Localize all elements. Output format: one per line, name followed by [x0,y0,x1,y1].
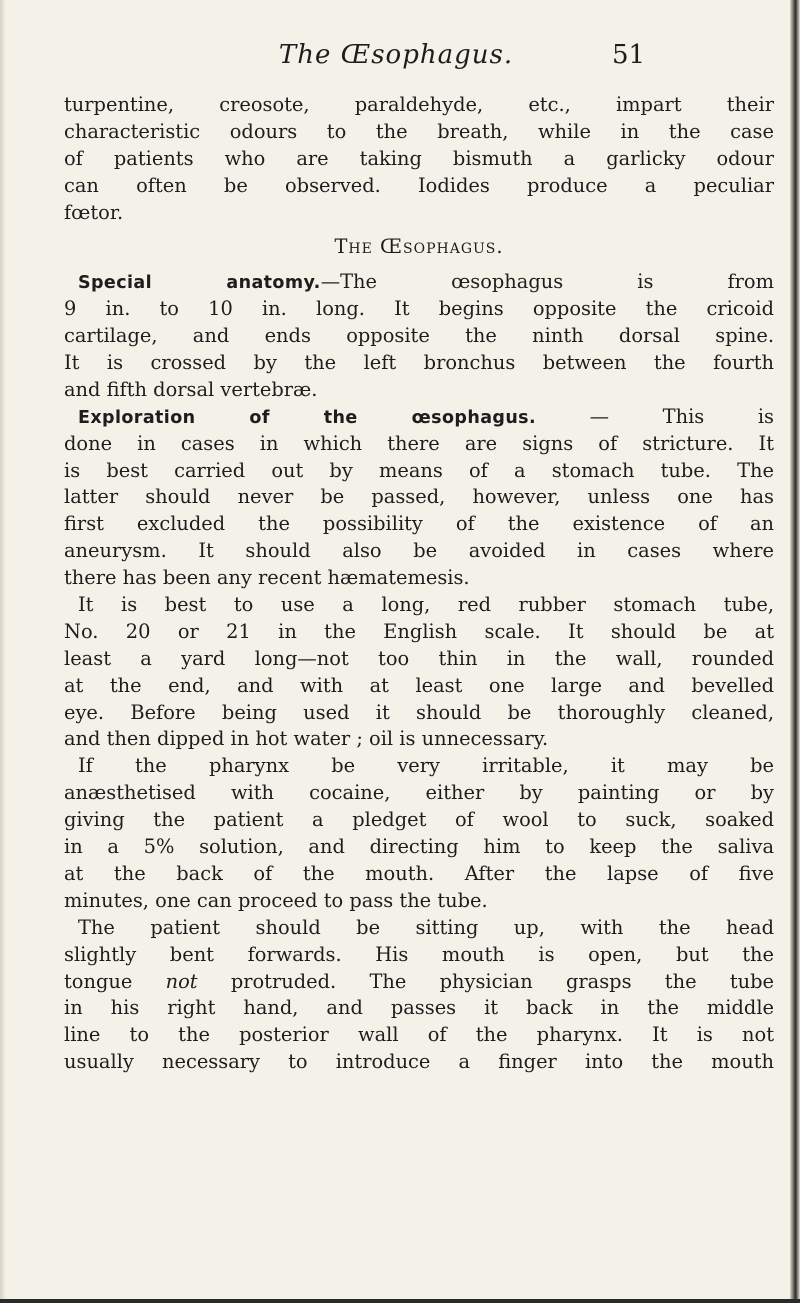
text-line [64,269,774,296]
text-line [64,404,774,431]
text-line: fœtor. [64,200,124,224]
text-line: done in cases in which there are signs of stricture. It [64,431,774,455]
text-line: least a yard long—not too thin in the wall, rounded [64,646,774,670]
text-line: at the end, and with at least one large and bevelled [64,673,774,697]
text-line: first excluded the possibility of the existence of an [64,512,774,536]
text-line: slightly bent forwards. His mouth is open, but the [64,942,774,966]
text-line: The patient should be sitting up, with the head [78,915,774,939]
text-line: usually necessary to introduce a finger into the mouth [64,1050,774,1074]
text-line: in a 5% solution, and directing him to keep the saliva [64,835,774,859]
text-line: characteristic odours to the breath, while in the case [64,119,774,143]
running-title: The Œsophagus. [278,40,514,70]
page-right-edge [790,0,800,1303]
text-line: It is crossed by the left bronchus between the fourth [64,351,774,375]
text-span: protruded. The physician grasps the tube [197,969,774,993]
page-left-edge [0,0,6,1303]
text-line: No. 20 or 21 in the English scale. It should be at [64,619,774,643]
text-span: —The œsophagus is from [320,270,774,294]
text-line: can often be observed. Iodides produce a peculiar [64,173,774,197]
text-line: giving the patient a pledget of wool to suck, soaked [64,808,774,832]
text-line: cartilage, and ends opposite the ninth dorsal spine. [64,324,774,348]
text-line: anæsthetised with cocaine, either by painting or by [64,781,774,805]
page-bottom-edge [0,1299,800,1303]
text-span: tongue [64,969,166,993]
text-line: at the back of the mouth. After the lapse of five [64,861,774,885]
text-line: is best carried out by means of a stomach tube. The [64,458,774,482]
text-line: minutes, one can proceed to pass the tube. [64,888,488,912]
text-line: line to the posterior wall of the pharynx. It is not [64,1023,774,1047]
text-line: latter should never be passed, however, unless one has [64,485,774,509]
text-line: aneurysm. It should also be avoided in cases where [64,539,774,563]
section-heading: The Œsophagus. [334,235,504,259]
run-in-heading: Exploration of the œsophagus. [78,407,537,428]
text-span: — This is [536,404,774,428]
text-line: there has been any recent hæmatemesis. [64,566,470,590]
text-line: of patients who are taking bismuth a garlicky odour [64,146,774,170]
text-line: 9 in. to 10 in. long. It begins opposite the cricoid [64,297,774,321]
page-number: 51 [612,40,646,70]
text-line: eye. Before being used it should be thoroughly cleaned, [64,700,774,724]
body-text [64,92,774,1076]
text-line: It is best to use a long, red rubber stomach tube, [78,593,774,617]
text-line [64,969,774,996]
text-line: and fifth dorsal vertebræ. [64,377,318,401]
emphasis: not [165,969,198,993]
text-line: and then dipped in hot water ; oil is unnecessary. [64,727,549,751]
text-line: in his right hand, and passes it back in the middle [64,996,774,1020]
running-head [0,40,800,76]
run-in-heading: Special anatomy. [78,273,321,294]
text-line: turpentine, creosote, paraldehyde, etc., impart their [64,93,774,116]
text-line: If the pharynx be very irritable, it may be [78,754,774,778]
